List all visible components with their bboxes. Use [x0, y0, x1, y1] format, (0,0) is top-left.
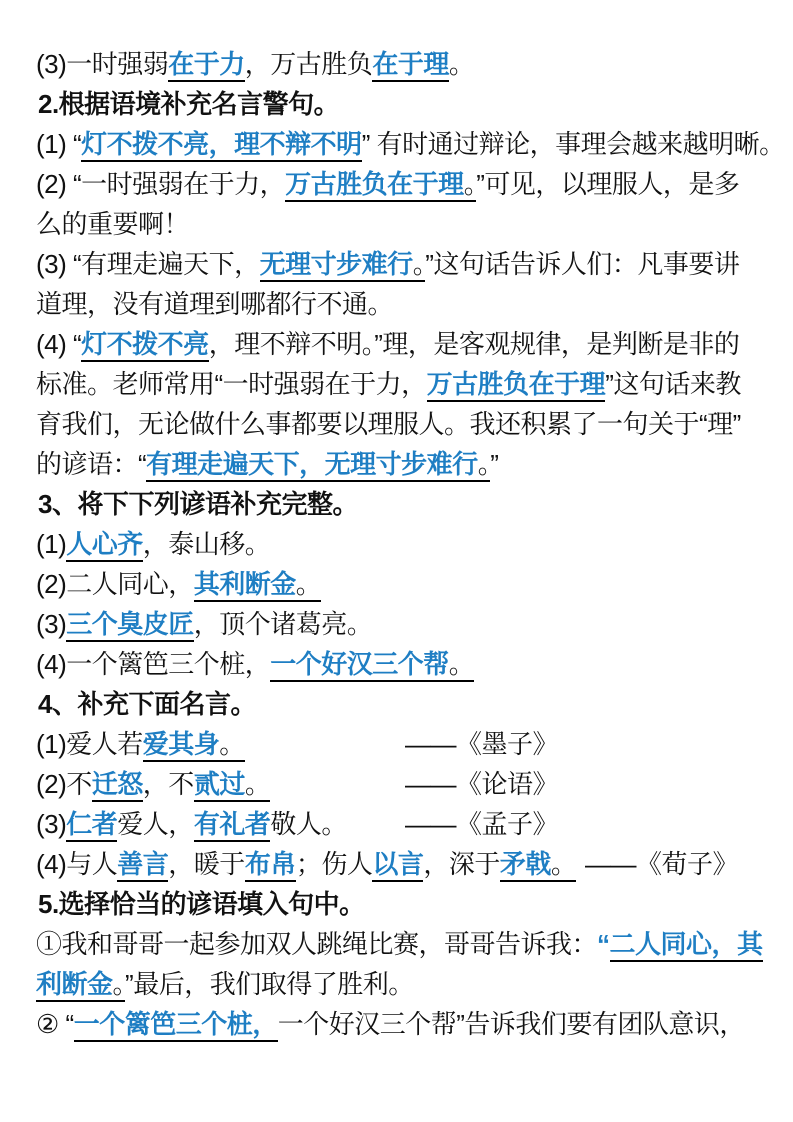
answer-blank: 善言: [117, 849, 168, 882]
text-run: (4)一个篱笆三个桩，: [36, 649, 271, 679]
text-run: ，不: [142, 769, 194, 799]
text-line: [36, 724, 765, 764]
text-run: ”: [490, 449, 499, 479]
section-heading: [38, 884, 765, 924]
text-run: (2)二人同心，: [36, 569, 194, 599]
answer-blank: 其: [737, 929, 763, 962]
answer-blank: 矛戟: [500, 849, 551, 882]
text-line: [36, 164, 765, 204]
text-run: 么的重要啊！: [36, 209, 190, 239]
text-run: (2) “一时强弱在于力，: [36, 169, 286, 199]
text-line: [36, 1004, 765, 1044]
text-run: ，万古胜负: [244, 49, 373, 79]
text-run: ”这句话来教: [605, 369, 741, 399]
answer-blank: 以言: [372, 849, 423, 882]
text-line: [36, 804, 765, 844]
section-heading: [38, 684, 765, 724]
document-lines: [36, 44, 785, 1044]
text-run: ② “: [36, 1009, 74, 1039]
underlined-punctuation: 。: [478, 449, 491, 482]
text-run: 敬人。: [270, 809, 347, 839]
answer-blank: 在于力: [168, 49, 245, 82]
answer-blank: 灯不拨不亮: [81, 329, 209, 362]
answer-blank: 其利断金: [194, 569, 296, 602]
text-line: [36, 444, 765, 484]
text-run: ，泰山移。: [142, 529, 271, 559]
text-run: ”可见，以理服人，是多: [476, 169, 740, 199]
answer-blank: 人心齐: [66, 529, 143, 562]
text-run: ，顶个诸葛亮。: [193, 609, 373, 639]
text-line: [36, 284, 765, 324]
answer-blank: 一个篱笆三个桩，: [74, 1009, 278, 1042]
underlined-punctuation: 。: [449, 649, 475, 682]
answer-blank: 有理走遍天下，无理寸步难行: [146, 449, 478, 482]
text-run: 3、将下下列谚语补充完整。: [38, 489, 358, 519]
text-run: (3): [36, 609, 67, 639]
section-heading: [38, 484, 765, 524]
text-run: ”这句话告诉人们：凡事要讲: [425, 249, 740, 279]
text-line: [36, 844, 765, 884]
text-run: ” 有时通过辩论，事理会越来越明晰。: [361, 129, 785, 159]
answer-blank: 二人同心，: [610, 929, 738, 962]
answer-blank: 爱其身: [143, 729, 220, 762]
answer-blank: 无理寸步难行: [260, 249, 413, 282]
source-attribution: ——《论语》: [405, 769, 559, 799]
underlined-punctuation: 。: [219, 729, 245, 762]
text-line: [36, 204, 765, 244]
answer-blank: 有礼者: [194, 809, 271, 842]
section-heading: [38, 84, 765, 124]
text-run: (3): [36, 809, 67, 839]
text-line: [36, 324, 765, 364]
answer-blank: 一个好汉三个帮: [270, 649, 449, 682]
text-run: 一个好汉三个帮”告诉我们要有团队意识，: [277, 1009, 745, 1039]
text-run: 2.根据语境补充名言警句。: [38, 89, 340, 119]
underlined-punctuation: 。: [413, 249, 426, 282]
answer-blank: 利断金: [36, 969, 113, 1002]
text-line: [36, 524, 765, 564]
answer-blank: 贰过: [194, 769, 245, 802]
text-run: ，暖于: [168, 849, 245, 879]
text-run: 育我们，无论做什么事都要以理服人。我还积累了一句关于“理”: [36, 409, 741, 439]
text-line: [36, 764, 765, 804]
text-line: [36, 44, 765, 84]
underlined-punctuation: 。: [551, 849, 577, 882]
underlined-punctuation: 。: [245, 769, 271, 802]
text-run: (2)不: [36, 769, 92, 799]
source-attribution: ——《孟子》: [405, 809, 559, 839]
answer-blank: 仁者: [66, 809, 117, 842]
text-line: [36, 924, 765, 964]
text-line: [36, 364, 765, 404]
text-run: (1)爱人若: [36, 729, 143, 759]
text-run: ，深于: [423, 849, 500, 879]
text-run: 。: [448, 49, 475, 79]
text-run: ；伤人: [295, 849, 373, 879]
text-line: [36, 604, 765, 644]
text-run: (3)一时强弱: [36, 49, 169, 79]
answer-blank: 布帛: [245, 849, 296, 882]
text-run: (4) “: [36, 329, 82, 359]
text-line: [36, 964, 765, 1004]
text-run: ”最后，我们取得了胜利。: [125, 969, 414, 999]
answer-blank: 灯不拨不亮，理不辩不明: [81, 129, 362, 162]
underlined-punctuation: 。: [113, 969, 126, 1002]
source-attribution: ——《墨子》: [405, 729, 559, 759]
underlined-punctuation: 。: [296, 569, 322, 602]
source-attribution: ——《荀子》: [585, 849, 739, 879]
text-run: ①我和哥哥一起参加双人跳绳比赛，哥哥告诉我：: [36, 929, 598, 959]
answer-blank: 三个臭皮匠: [66, 609, 194, 642]
text-line: [36, 124, 785, 164]
underlined-punctuation: 。: [464, 169, 477, 202]
text-line: [36, 564, 765, 604]
text-run: 4、补充下面名言。: [38, 689, 256, 719]
text-run: ，理不辩不明。”理，是客观规律，是判断是非的: [208, 329, 740, 359]
text-line: [36, 404, 765, 444]
text-run: (1): [36, 529, 67, 559]
text-run: (4)与人: [36, 849, 118, 879]
text-run: 标准。老师常用“一时强弱在于力，: [36, 369, 427, 399]
text-run: (1) “: [36, 129, 82, 159]
text-line: [36, 644, 765, 684]
answer-blank: 万古胜负在于理: [285, 169, 464, 202]
answer-blank: 迁怒: [92, 769, 143, 802]
text-run: 5.选择恰当的谚语填入句中。: [38, 889, 365, 919]
answer-blank: 万古胜负在于理: [427, 369, 606, 402]
text-run: 的谚语：“: [36, 449, 147, 479]
text-line: [36, 244, 765, 284]
quote-mark-blue: “: [597, 929, 610, 959]
answer-blank: 在于理: [372, 49, 449, 82]
text-run: 爱人，: [117, 809, 194, 839]
text-run: (3) “有理走遍天下，: [36, 249, 260, 279]
text-run: 道理，没有道理到哪都行不通。: [36, 289, 394, 319]
